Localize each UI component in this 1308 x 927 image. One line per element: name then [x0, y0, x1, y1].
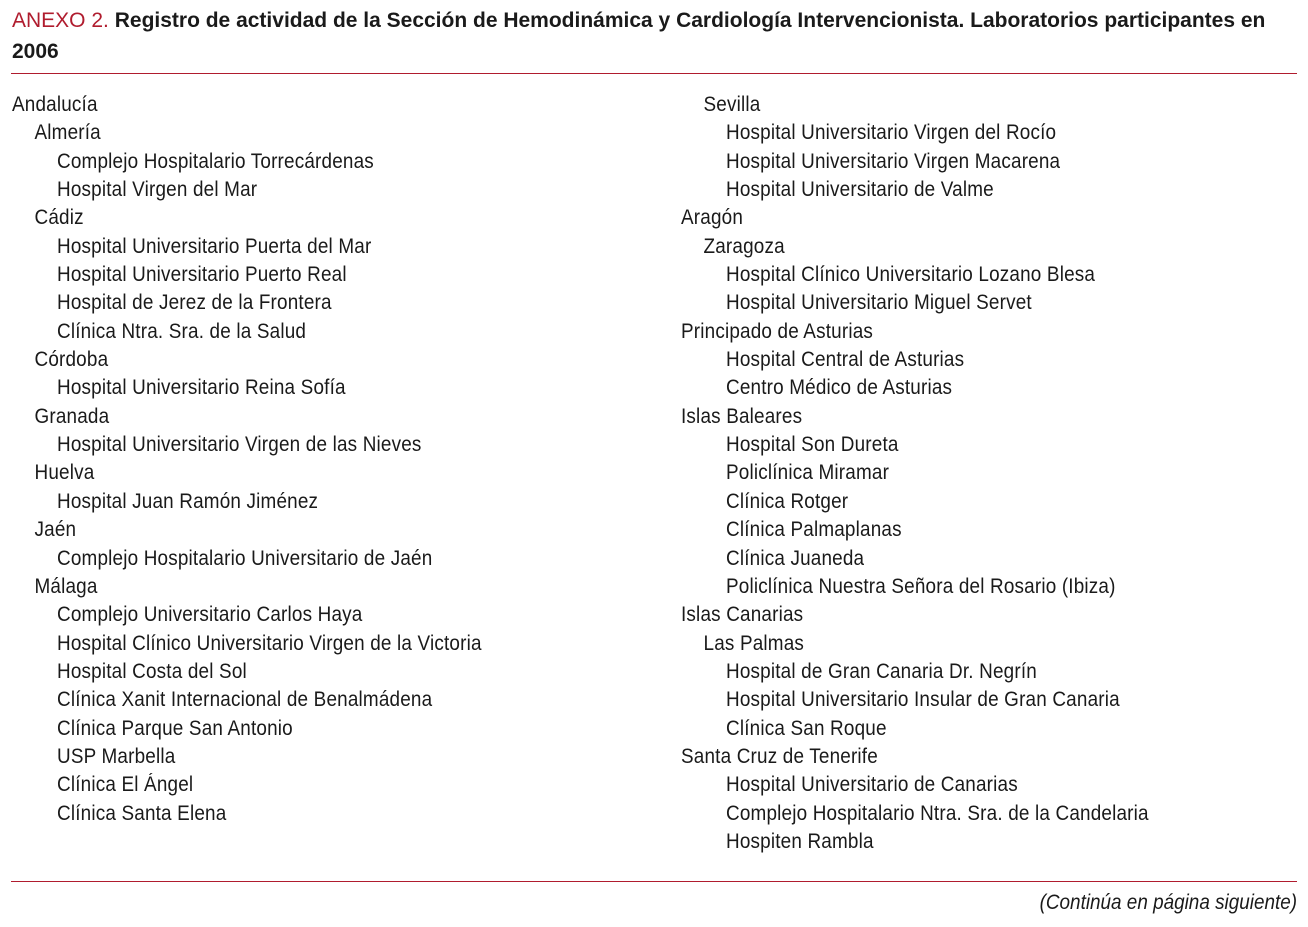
list-item: Hospital Universitario Reina Sofía	[57, 376, 346, 400]
list-item: Complejo Hospitalario Universitario de Jaén	[57, 546, 433, 570]
list-item: Córdoba	[34, 348, 109, 372]
list-item: Hospital Universitario Virgen de las Nieves	[57, 433, 422, 457]
list-item: Hospital Clínico Universitario Virgen de la Victoria	[57, 631, 482, 655]
list-item: Clínica Parque San Antonio	[57, 716, 293, 740]
top-divider	[11, 73, 1297, 74]
right-column	[681, 91, 1297, 856]
annex-heading	[12, 5, 1297, 67]
list-item: Hospital Universitario Puerta del Mar	[57, 234, 372, 258]
list-item: Complejo Hospitalario Torrecárdenas	[57, 149, 374, 173]
continued-note: (Continúa en página siguiente)	[1039, 891, 1297, 914]
list-item: Hospiten Rambla	[726, 829, 874, 853]
list-item: Hospital Universitario Insular de Gran Canaria	[726, 688, 1120, 712]
list-item: Santa Cruz de Tenerife	[681, 744, 878, 768]
list-item: Hospital Universitario de Canarias	[726, 773, 1018, 797]
list-item: Hospital Universitario Puerto Real	[57, 263, 347, 287]
list-item: Policlínica Miramar	[726, 461, 890, 485]
list-item: Hospital Universitario de Valme	[726, 178, 994, 202]
list-item: Hospital de Gran Canaria Dr. Negrín	[726, 659, 1037, 683]
list-item: Clínica Rotger	[726, 489, 849, 513]
list-item: Sevilla	[703, 93, 761, 116]
list-item: Clínica San Roque	[726, 716, 887, 740]
list-item: Clínica El Ángel	[57, 773, 194, 797]
list-item: Clínica Xanit Internacional de Benalmádena	[57, 688, 433, 712]
list-item: Cádiz	[34, 206, 84, 230]
list-item: Clínica Ntra. Sra. de la Salud	[57, 319, 307, 343]
list-item: Huelva	[34, 461, 95, 485]
list-item: Almería	[34, 121, 101, 145]
list-item: Hospital Universitario Virgen del Rocío	[726, 121, 1057, 145]
list-item: Granada	[34, 404, 110, 428]
bottom-divider	[11, 881, 1297, 882]
list-item: Hospital Central de Asturias	[726, 348, 965, 372]
list-item: Clínica Santa Elena	[57, 801, 227, 825]
list-item: Hospital Universitario Virgen Macarena	[726, 149, 1061, 173]
annex-label: ANEXO 2.	[12, 9, 109, 32]
list-item: Principado de Asturias	[681, 319, 874, 343]
list-item: Centro Médico de Asturias	[726, 376, 953, 400]
annex-title: Registro de actividad de la Sección de Hemodinámica y Cardiología Intervencionista. Laboratorios participantes en 2006	[12, 9, 1266, 63]
list-item: Las Palmas	[703, 631, 805, 655]
list-item: Islas Baleares	[681, 404, 803, 428]
list-item: Clínica Juaneda	[726, 546, 865, 570]
list-item: Hospital de Jerez de la Frontera	[57, 291, 332, 315]
list-item: Aragón	[681, 206, 744, 230]
list-item: Hospital Costa del Sol	[57, 659, 247, 683]
left-column	[12, 91, 652, 828]
list-item: Clínica Palmaplanas	[726, 518, 902, 542]
list-item: Hospital Universitario Miguel Servet	[726, 291, 1032, 315]
list-item: Policlínica Nuestra Señora del Rosario (Ibiza)	[726, 574, 1116, 598]
list-item: Málaga	[34, 574, 98, 598]
list-item: Zaragoza	[703, 234, 785, 258]
list-item: Complejo Hospitalario Ntra. Sra. de la Candelaria	[726, 801, 1149, 825]
list-item: Islas Canarias	[681, 603, 804, 627]
list-item: Hospital Clínico Universitario Lozano Blesa	[726, 263, 1096, 287]
list-item: Hospital Juan Ramón Jiménez	[57, 489, 319, 513]
list-item: Andalucía	[12, 93, 98, 116]
list-item: Complejo Universitario Carlos Haya	[57, 603, 363, 627]
list-item: Jaén	[34, 518, 77, 542]
list-item: Hospital Son Dureta	[726, 433, 899, 457]
list-item: USP Marbella	[57, 744, 176, 768]
list-item: Hospital Virgen del Mar	[57, 178, 258, 202]
